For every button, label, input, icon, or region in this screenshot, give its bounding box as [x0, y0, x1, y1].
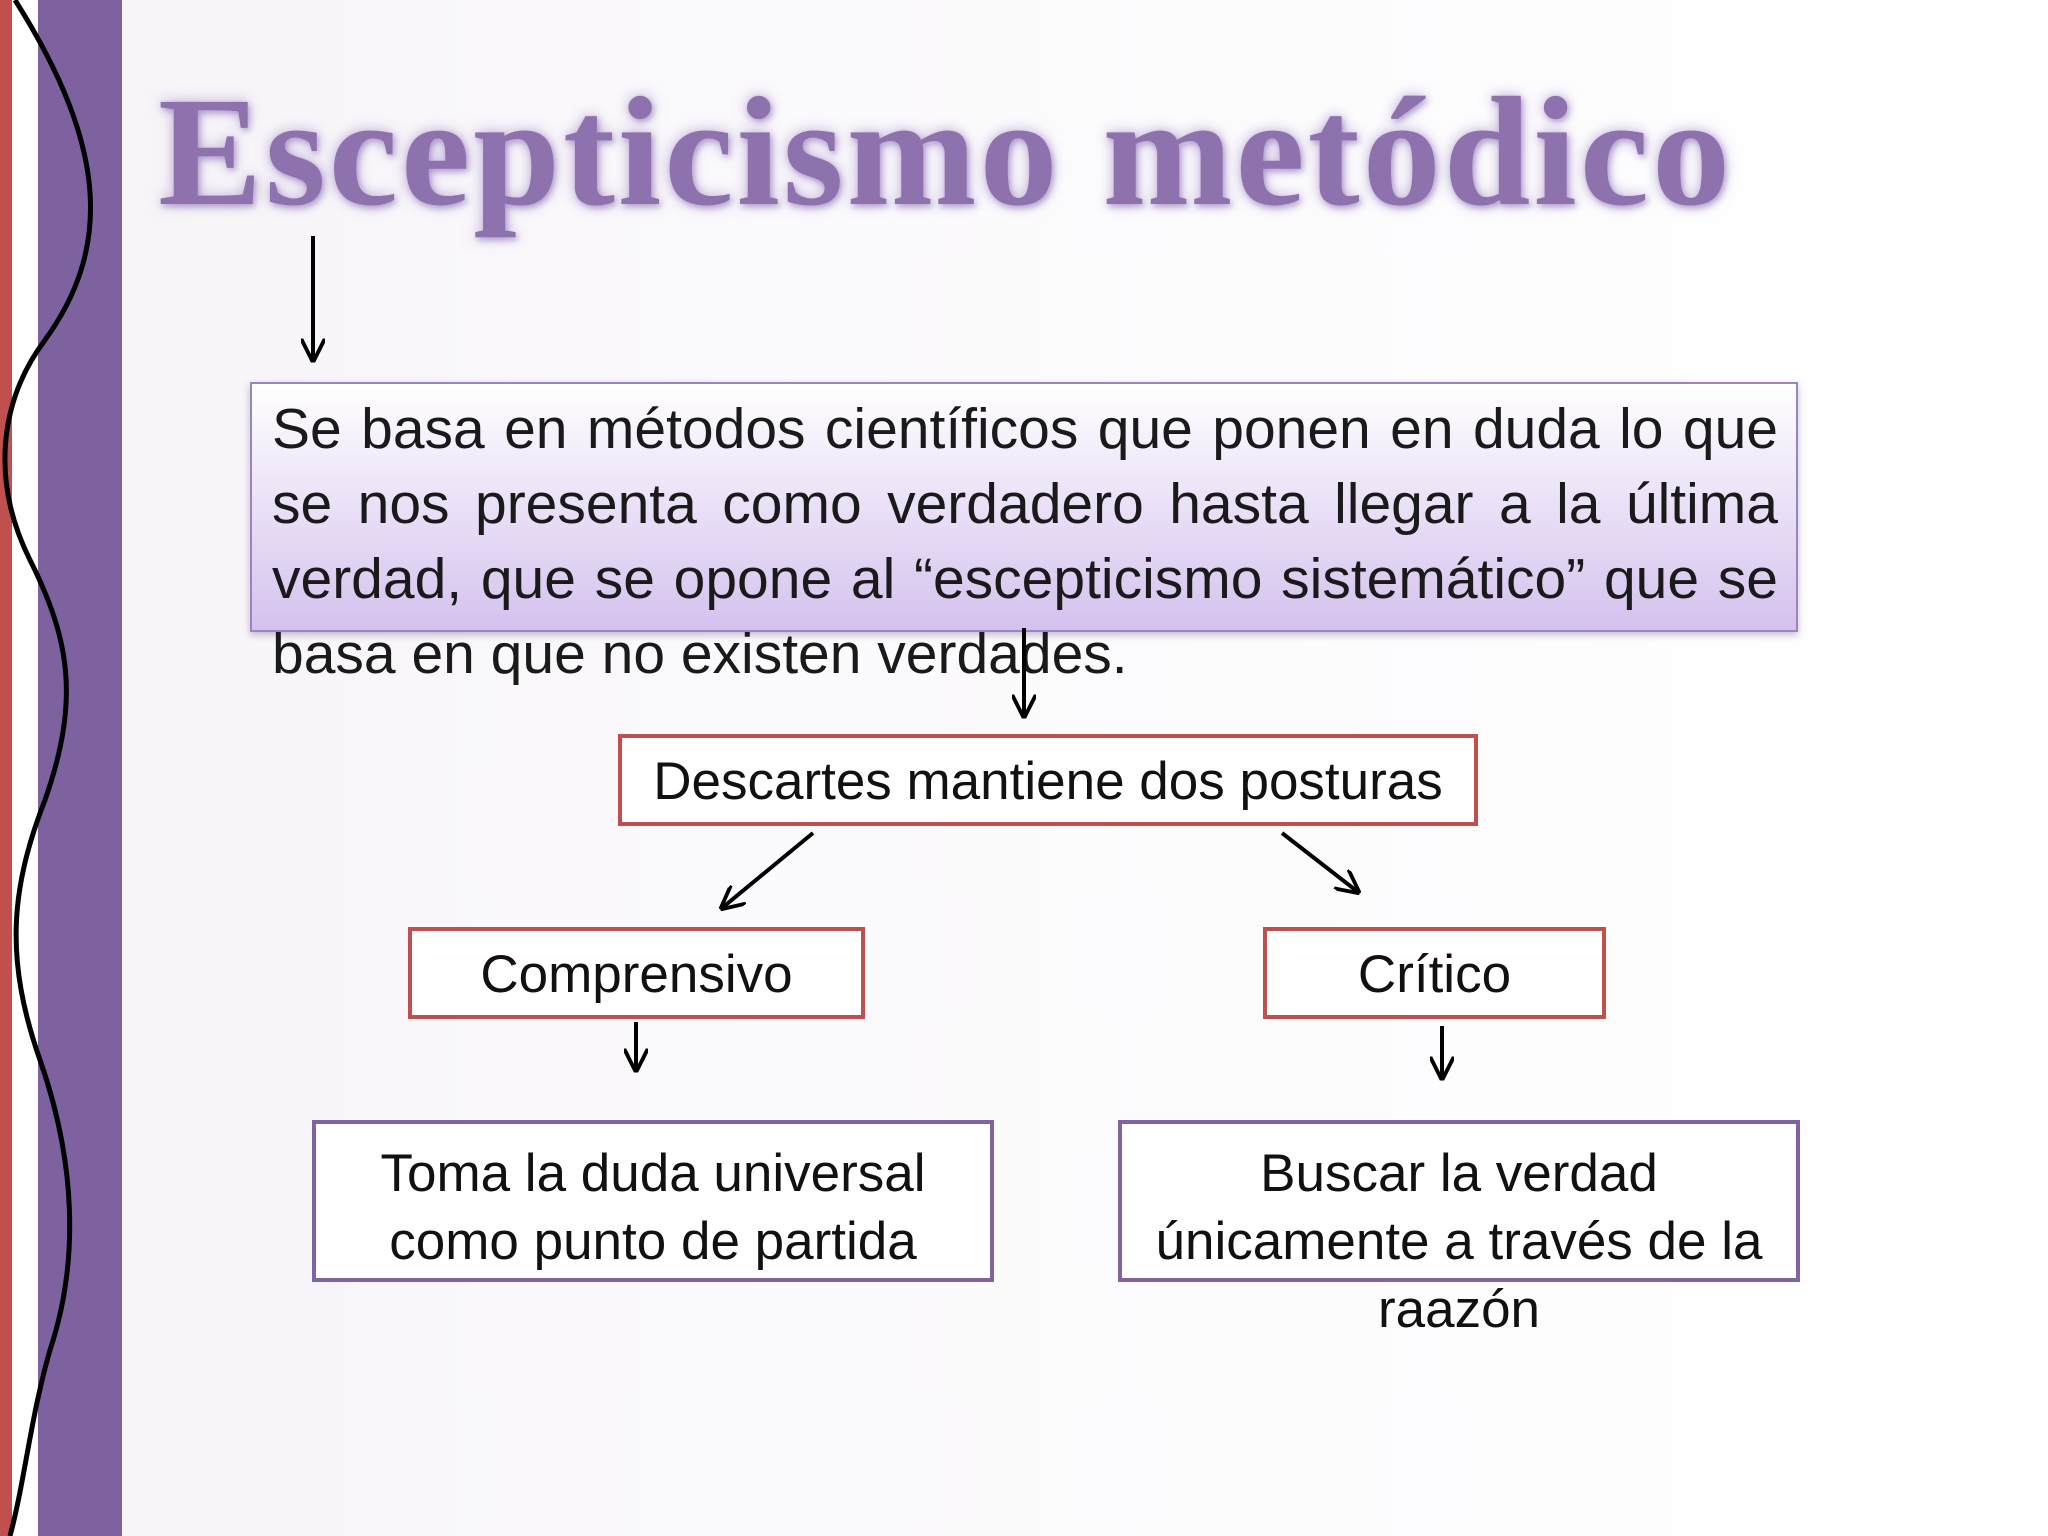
side-decoration: [0, 0, 130, 1536]
red-stripe: [0, 0, 12, 1536]
comprensivo-node-label: Comprensivo: [480, 945, 793, 1004]
purple-bar: [38, 0, 122, 1536]
arrow-to-critico: [1282, 833, 1358, 892]
comprensivo-detail-node: [312, 1120, 994, 1282]
comprensivo-detail-text: Toma la duda universal como punto de partida: [380, 1144, 926, 1271]
critico-detail-node: [1118, 1120, 1800, 1339]
descartes-node-label: Descartes mantiene dos posturas: [653, 752, 1443, 811]
critico-node: [1263, 927, 1606, 1019]
critico-node-label: Crítico: [1357, 945, 1512, 1004]
descartes-node: [618, 734, 1478, 826]
white-stripe: [12, 0, 38, 1536]
arrow-to-comprensivo: [722, 833, 813, 908]
critico-detail-text: Buscar la verdad únicamente a través de la raazón: [1155, 1144, 1763, 1339]
slide-title: Escepticismo metódico: [158, 65, 1734, 238]
definition-text: Se basa en métodos científicos que ponen en duda lo que se nos presenta como verdadero hasta llegar a la última verdad, que se opone al “escepticismo sistemático” que se basa en que no existen verdades.: [272, 397, 1778, 686]
comprensivo-node: [408, 927, 865, 1019]
